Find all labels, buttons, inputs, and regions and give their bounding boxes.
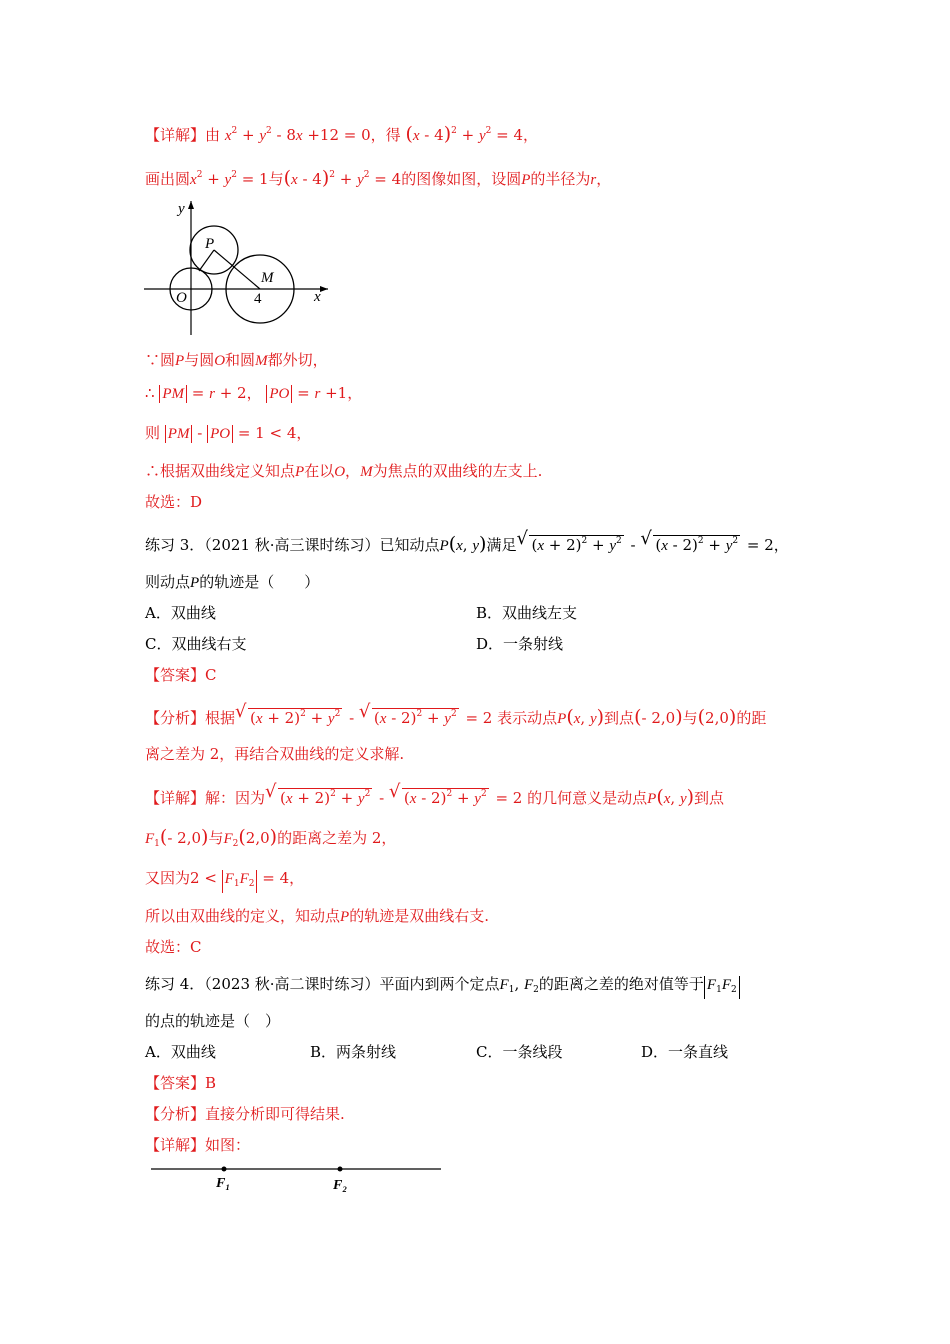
equation: $(x - 4)^2 + y^2 = 4$ — [283, 167, 402, 189]
x-axis-arrow-icon — [320, 286, 328, 292]
question-4-line-2: 的点的轨迹是（ ） — [145, 1012, 281, 1030]
option-a: A．双曲线 — [145, 604, 216, 622]
answer-line: 【答案】B — [145, 1074, 217, 1092]
choice-line: 故选：C — [145, 938, 202, 956]
equation: $(x - 4)^2 + y^2 = 4$ — [405, 123, 524, 145]
detail-line-3: ∵圆P与圆O和圆M都外切， — [145, 351, 328, 369]
analysis-line: 【分析】直接分析即可得结果. — [145, 1105, 345, 1123]
equation: (x, y) — [656, 786, 695, 808]
option-a: A．双曲线 — [145, 1043, 216, 1061]
point-f1 — [222, 1167, 227, 1172]
y-axis-arrow-icon — [188, 201, 194, 209]
option-b: B．双曲线左支 — [476, 604, 578, 622]
detail-3-line-3: 又因为$2 < F_1F_2 = 4$， — [145, 867, 304, 893]
detail-line-6: ∴根据双曲线定义知点P在以O，M为焦点的双曲线的左支上. — [145, 462, 543, 480]
analysis-line-1: 【分析】根据√ $(x + 2)^2 + y^2$ - √ $(x - 2)^2 + y^2 = 2$ 表示动点P(x, y)到点(- 2,0)与(2,0)的距 — [145, 703, 766, 730]
label-4: 4 — [254, 291, 262, 307]
point-f2 — [338, 1167, 343, 1172]
label-f1: F₁ — [216, 1176, 231, 1191]
question-4-stem: 练习 4．（2023 秋·高二课时练习）平面内到两个定点$F_1$, $F_2$的距离之差的绝对值等于 $F_1F_2$ — [145, 973, 740, 1001]
option-c: C．一条线段 — [476, 1043, 563, 1061]
equation: PM = r + 2， PO = r +1， — [159, 384, 362, 402]
detail-line-4: ∴ PM = r + 2， PO = r +1， — [145, 384, 363, 402]
equation: (x, y) — [566, 706, 605, 728]
option-b: B．两条射线 — [310, 1043, 397, 1061]
equation: (x, y) — [448, 533, 487, 555]
question-3-line-2: 则动点P的轨迹是（ ） — [145, 573, 320, 591]
label-m: M — [261, 270, 274, 286]
detail-3-line-4: 所以由双曲线的定义，知动点P的轨迹是双曲线右支. — [145, 907, 489, 925]
equation: $F_1$, $F_2$ — [499, 975, 539, 995]
radical-equation: √ $(x + 2)^2 + y^2$ - √ $(x - 2)^2 + y^2 = 2$ — [235, 709, 492, 727]
label-o: O — [176, 290, 187, 306]
detail-line-2: 画出圆$x^2 + y^2 = 1$与$(x - 4)^2 + y^2 = 4$的图像如图，设圆P的半径为r， — [145, 167, 612, 189]
equation: (2,0) — [697, 706, 737, 728]
detail-4-line: 【详解】如图： — [145, 1136, 251, 1154]
detail-line-1: 【详解】由 $x^2 + y^2 - 8x +12 = 0$，得 $(x - 4)^2 + y^2 = 4$， — [145, 123, 539, 145]
detail-line-5: 则 PM - PO = 1 < 4， — [145, 424, 312, 442]
label-x: x — [314, 289, 321, 305]
equation: $x^2 + y^2 = 1$ — [190, 170, 269, 188]
label-p: P — [205, 236, 215, 252]
radical-equation: √ $(x + 2)^2 + y^2$ - √ $(x - 2)^2 + y^2 = 2$ — [265, 789, 522, 807]
segment-po — [199, 250, 214, 271]
option-c: C．双曲线右支 — [145, 635, 247, 653]
equation: (- 2,0) — [634, 706, 683, 728]
choice-line: 故选：D — [145, 493, 203, 511]
equation: PM - PO = 1 < 4， — [165, 424, 312, 442]
radical-equation: √ $(x + 2)^2 + y^2$ - √ $(x - 2)^2 + y^2 = 2$ — [516, 536, 773, 554]
option-d: D．一条射线 — [476, 635, 564, 653]
label-f2: F₂ — [333, 1178, 348, 1193]
equation: $F_1(-$ 2,0) — [145, 826, 209, 849]
circles-figure — [140, 195, 340, 340]
option-d: D．一条直线 — [641, 1043, 729, 1061]
equation: $F_1F_2$ — [704, 975, 740, 993]
answer-line: 【答案】C — [145, 666, 217, 684]
detail-3-line-2: $F_1(-$ 2,0)与$F_2(2,0)$的距离之差为 2， — [145, 826, 397, 849]
label-y: y — [178, 201, 185, 217]
question-3-stem: 练习 3．（2021 秋·高三课时练习）已知动点P(x, y)满足√ $(x + 2)^2 + y^2$ - √ $(x - 2)^2 + y^2 = 2$， — [145, 530, 789, 557]
detail-3-line-1: 【详解】解：因为√ $(x + 2)^2 + y^2$ - √ $(x - 2)^2 + y^2 = 2$ 的几何意义是动点P(x, y)到点 — [145, 783, 724, 810]
equation: $x^2 + y^2 - 8x +12 = 0$ — [224, 126, 371, 144]
equation: $2 < F_1F_2 = 4$ — [190, 869, 289, 887]
analysis-line-2: 离之差为 2，再结合双曲线的定义求解. — [145, 745, 405, 763]
equation: $F_2(2,0)$ — [223, 826, 278, 849]
foci-figure — [148, 1160, 448, 1200]
